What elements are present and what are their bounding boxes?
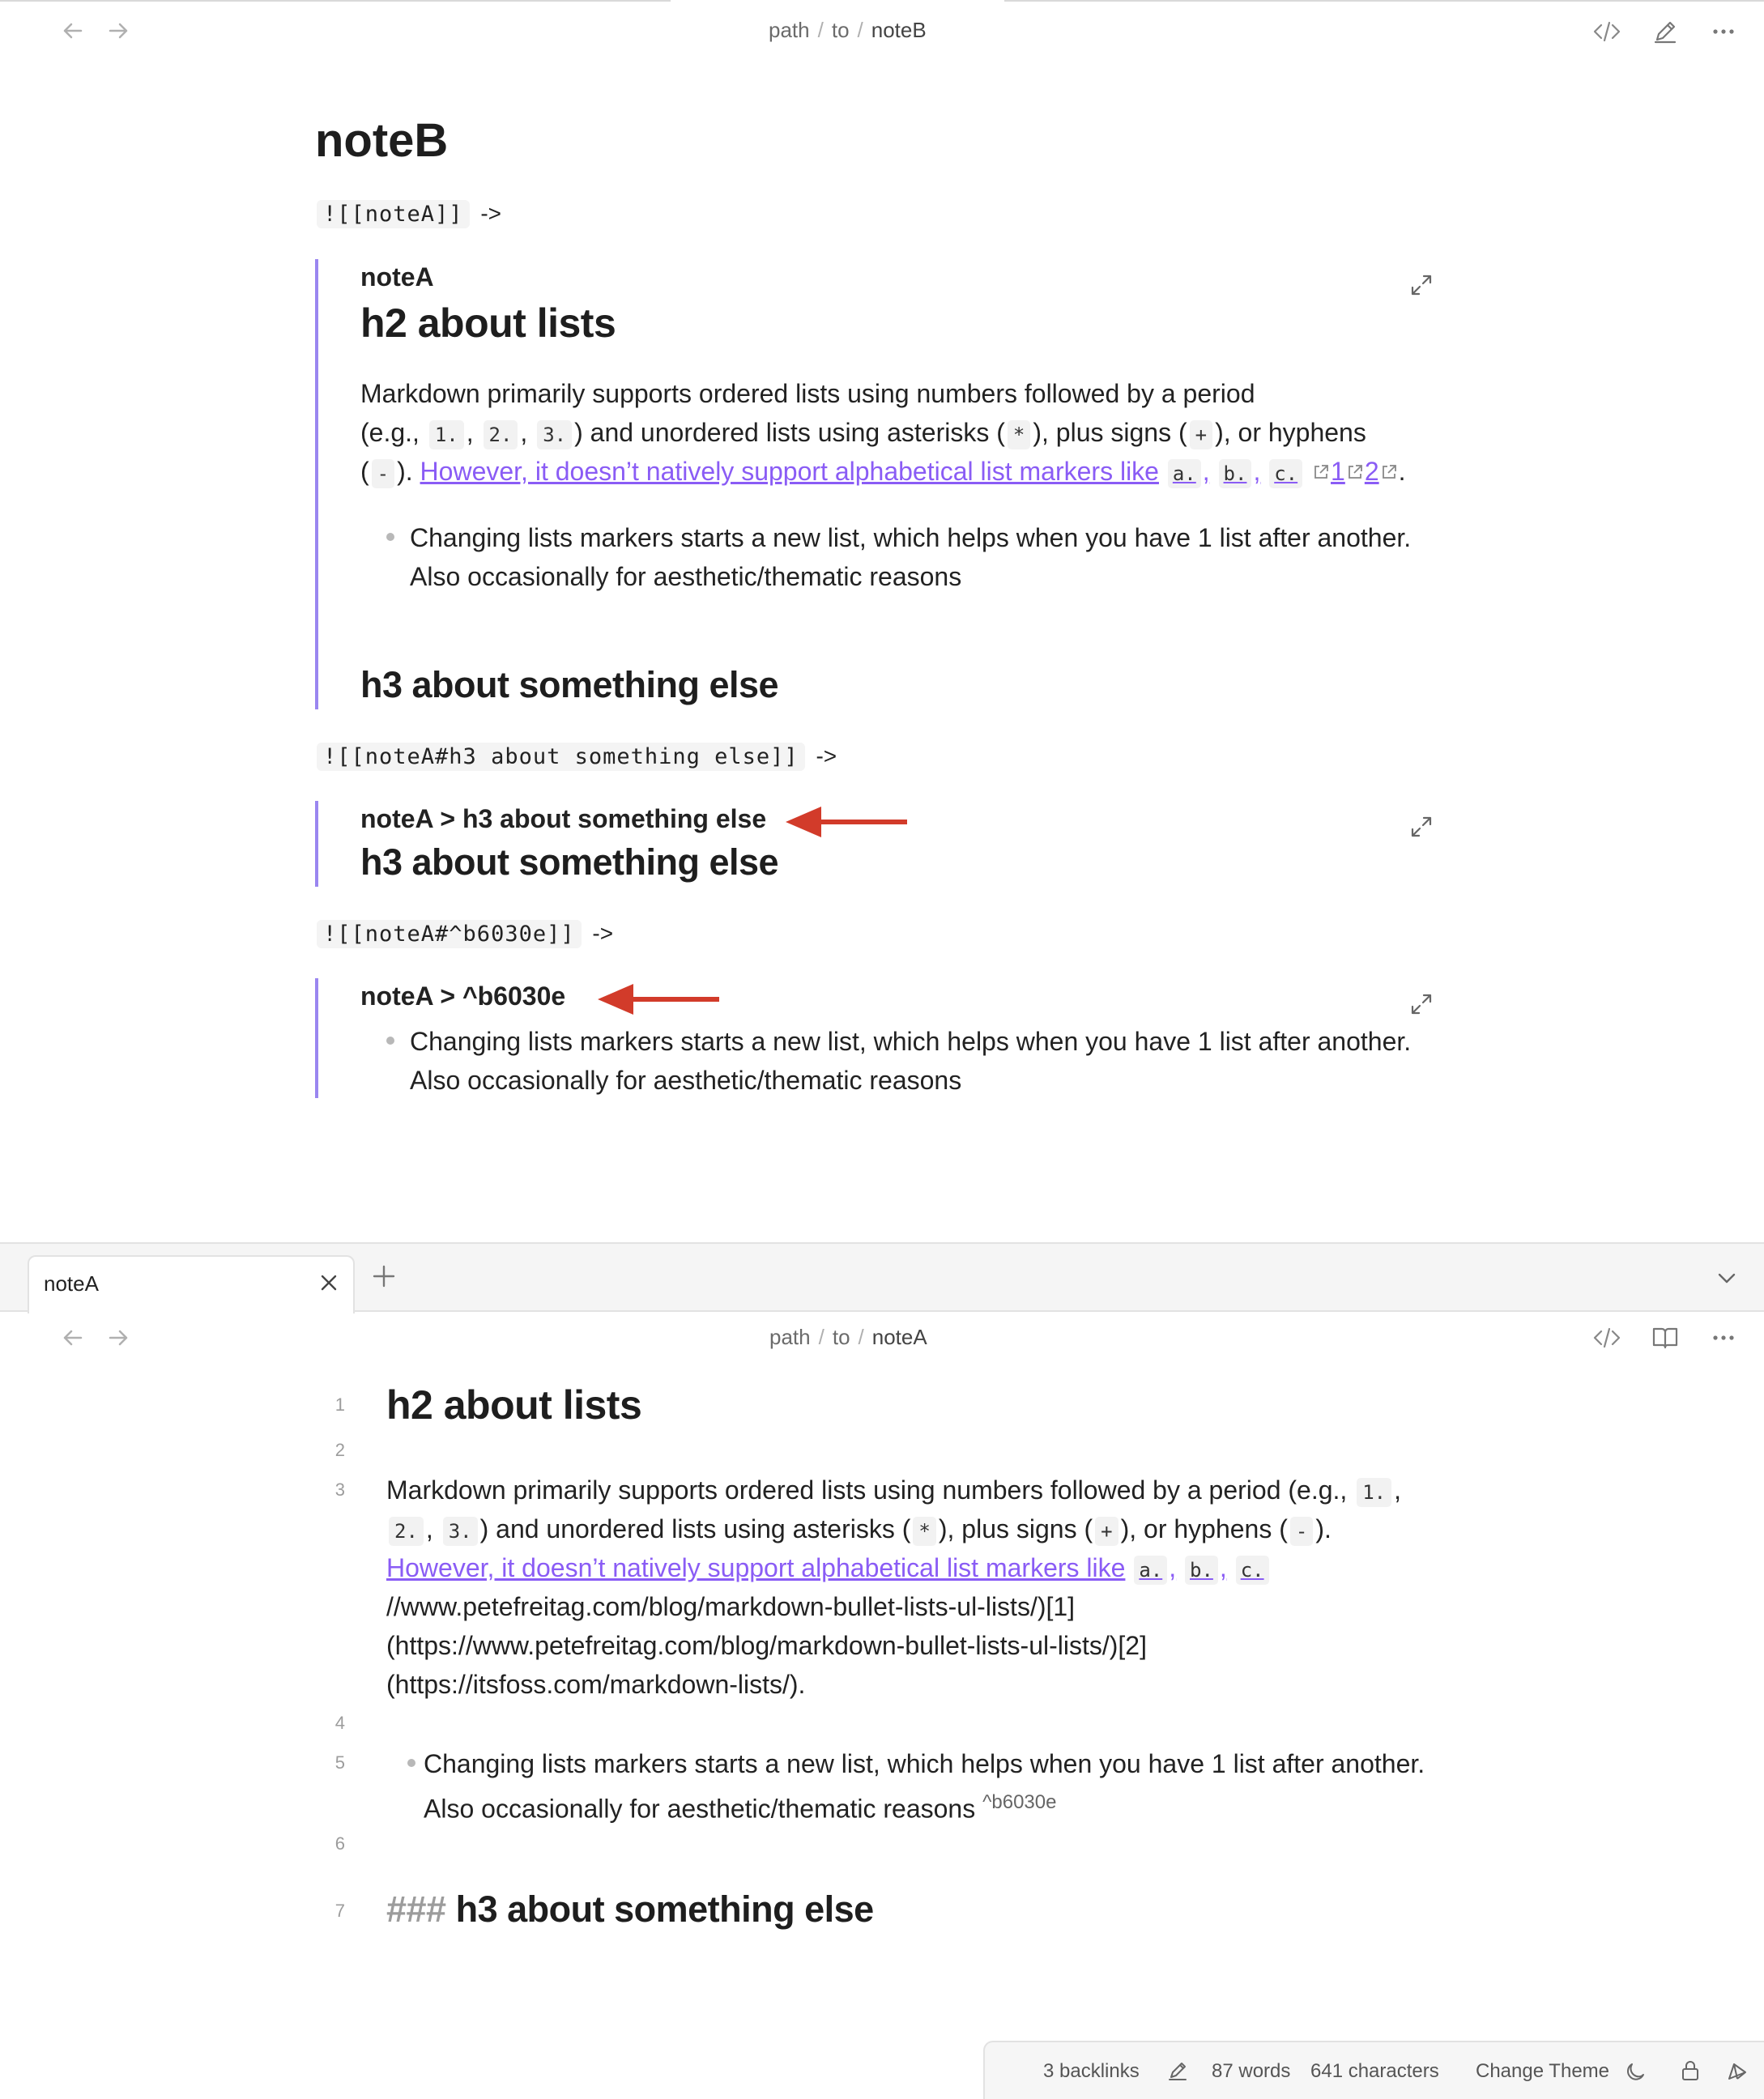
arrow-left-icon: [57, 15, 89, 47]
change-theme-button[interactable]: Change Theme: [1476, 2060, 1609, 2082]
block-id: ^b6030e: [982, 1791, 1057, 1813]
sync-icon: [1724, 2057, 1751, 2084]
source-mode-button[interactable]: [1589, 1320, 1625, 1356]
footnote-link[interactable]: 2: [1364, 457, 1379, 486]
edit-mode-status[interactable]: [1165, 2057, 1192, 2084]
embed-title[interactable]: noteA > h3 about something else: [360, 804, 767, 833]
open-link-button[interactable]: [1407, 990, 1436, 1019]
inline-code: 2.: [484, 420, 518, 449]
expand-icon: [1407, 270, 1436, 300]
inline-code: 3.: [537, 420, 572, 449]
tab-noteA[interactable]: [28, 1255, 355, 1313]
source-mode-button[interactable]: [1589, 14, 1625, 49]
inline-code: -: [1290, 1517, 1313, 1546]
breadcrumb-folder-to[interactable]: to: [831, 18, 850, 42]
tab-label: noteA: [44, 1271, 99, 1296]
editor-heading-h3[interactable]: ### h3 about something else: [386, 1888, 874, 1930]
external-link-icon: [1345, 462, 1365, 482]
new-tab-button[interactable]: [369, 1262, 398, 1291]
paragraph-line: Markdown primarily supports ordered lists using numbers followed by a period (e.g., 1. ,: [386, 1471, 1401, 1509]
inline-code: ![[noteA#h3 about something else]]: [317, 743, 805, 771]
expand-icon: [1407, 990, 1436, 1019]
more-horizontal-icon: [1706, 14, 1741, 49]
sync-status[interactable]: [1724, 2057, 1751, 2084]
inline-code: c.: [1269, 459, 1302, 488]
embed-title[interactable]: noteA > ^b6030e: [360, 981, 566, 1011]
expand-icon: [1407, 812, 1436, 841]
inline-code: *: [1008, 420, 1030, 449]
breadcrumb: [769, 18, 927, 43]
lock-button[interactable]: [1677, 2057, 1704, 2084]
plus-icon: [369, 1262, 398, 1291]
note-title: noteB: [315, 114, 449, 167]
list-bullet: [386, 1037, 394, 1045]
breadcrumb-current-note[interactable]: noteB: [871, 18, 927, 42]
close-tab-button[interactable]: [316, 1270, 342, 1296]
list-bullet: [386, 533, 394, 541]
editor-list-item[interactable]: Changing lists markers starts a new list, which helps when you have 1 list after another. Also occasionally for aesthetic/thematic reasons $^{\^{}b6030e}$: [424, 1749, 1425, 1824]
arrow-right-icon: [102, 1322, 134, 1354]
line-number: 4: [334, 1713, 345, 1733]
close-icon: [316, 1270, 342, 1296]
more-options-button[interactable]: [1706, 1320, 1741, 1356]
inline-code: b.: [1185, 1556, 1218, 1585]
external-link[interactable]: However, it doesn’t natively support alphabetical list markers like: [420, 457, 1159, 486]
embed-source-line: [317, 743, 837, 771]
inline-code: 1.: [1357, 1478, 1391, 1507]
paragraph-line: //www.petefreitag.com/blog/markdown-bullet-lists-ul-lists/)[1]: [386, 1592, 1076, 1621]
edit-mode-button[interactable]: [1647, 14, 1683, 49]
breadcrumb-separator: /: [858, 1325, 864, 1349]
line-number: 2: [334, 1440, 345, 1460]
word-count: 87 words: [1212, 2060, 1291, 2082]
embed-source-line: [317, 920, 613, 948]
pencil-icon: [1647, 14, 1683, 49]
breadcrumb: [769, 1325, 927, 1350]
character-count: 641 characters: [1310, 2060, 1439, 2082]
inline-code: 2.: [389, 1517, 424, 1546]
tab-list-button[interactable]: [1714, 1265, 1740, 1291]
arrow-right-icon: [102, 15, 134, 47]
breadcrumb-folder-path[interactable]: path: [769, 18, 810, 42]
footnote-link[interactable]: 1: [1331, 457, 1345, 486]
more-options-button[interactable]: [1706, 14, 1741, 49]
embed-block-note: [315, 259, 1452, 709]
inline-code: +: [1190, 420, 1212, 449]
code-icon: [1589, 14, 1625, 49]
breadcrumb-separator: /: [817, 18, 824, 42]
arrow-left-icon: [57, 1322, 89, 1354]
tab-bar: [0, 1242, 1764, 1312]
paragraph-line: ( - ). However, it doesn’t natively support alphabetical list markers like a. , b. , c. 1 2 .: [360, 452, 1406, 491]
paragraph-line: 2. , 3. ) and unordered lists using asterisks ( * ), plus signs ( + ), or hyphens ( - ).: [386, 1509, 1401, 1548]
embed-title[interactable]: noteA: [360, 262, 434, 292]
active-pane-indicator: [671, 0, 1004, 2]
annotation-arrow: [598, 981, 727, 1018]
book-open-icon: [1647, 1320, 1683, 1356]
heading-markup: ###: [386, 1888, 446, 1930]
editor-paragraph[interactable]: [386, 1471, 1401, 1704]
line-number: 1: [334, 1394, 345, 1415]
embed-heading-h3: h3 about something else: [360, 664, 779, 705]
list-bullet: [407, 1759, 415, 1767]
pencil-icon: [1165, 2057, 1192, 2084]
inline-code: 1.: [429, 420, 464, 449]
arrow-text: ->: [592, 921, 614, 946]
code-icon: [1589, 1320, 1625, 1356]
external-link[interactable]: However, it doesn’t natively support alphabetical list markers like: [386, 1553, 1126, 1582]
list-item: Changing lists markers starts a new list, which helps when you have 1 list after another. Also occasionally for aesthetic/thematic reasons: [410, 1027, 1412, 1095]
open-link-button[interactable]: [1407, 812, 1436, 841]
annotation-arrow: [786, 803, 915, 841]
embed-block-blockref: [315, 978, 1452, 1098]
inline-code: ![[noteA]]: [317, 200, 470, 228]
embed-source-line: [317, 200, 501, 228]
back-button[interactable]: [57, 15, 89, 47]
paragraph-line: However, it doesn’t natively support alphabetical list markers like a. , b. , c.: [386, 1548, 1401, 1587]
lock-icon: [1677, 2057, 1704, 2084]
theme-toggle[interactable]: [1623, 2057, 1651, 2084]
forward-button[interactable]: [102, 15, 134, 47]
inline-code: *: [913, 1517, 935, 1546]
breadcrumb-current-note[interactable]: noteA: [871, 1325, 927, 1349]
breadcrumb-separator: /: [818, 1325, 824, 1349]
backlinks-count[interactable]: 3 backlinks: [1043, 2060, 1140, 2082]
inline-code: +: [1095, 1517, 1118, 1546]
paragraph-line: (https://itsfoss.com/markdown-lists/).: [386, 1670, 806, 1699]
inline-code: 3.: [443, 1517, 478, 1546]
inline-code: ![[noteA#^b6030e]]: [317, 920, 582, 948]
inline-code: a.: [1168, 459, 1201, 488]
inline-code: b.: [1219, 459, 1252, 488]
back-button[interactable]: [57, 1322, 89, 1354]
external-link-icon: [1379, 462, 1399, 482]
inline-code: a.: [1134, 1556, 1167, 1585]
embed-heading-h3: h3 about something else: [360, 841, 779, 883]
chevron-down-icon: [1714, 1265, 1740, 1291]
editor-heading-h2[interactable]: h2 about lists: [386, 1382, 642, 1428]
reading-view-button[interactable]: [1647, 1320, 1683, 1356]
external-link-icon: [1311, 462, 1331, 482]
breadcrumb-separator: /: [857, 18, 863, 42]
breadcrumb-folder-path[interactable]: path: [769, 1325, 811, 1349]
list-item: Changing lists markers starts a new list, which helps when you have 1 list after another. Also occasionally for aesthetic/thematic reasons: [410, 523, 1412, 591]
line-number: 3: [334, 1480, 345, 1500]
line-number: 7: [334, 1901, 345, 1921]
breadcrumb-folder-to[interactable]: to: [832, 1325, 850, 1349]
paragraph-line: Markdown primarily supports ordered lists using numbers followed by a period: [360, 379, 1255, 408]
arrow-text: ->: [816, 743, 837, 768]
embed-paragraph: [360, 374, 1406, 491]
paragraph-line: (e.g., 1. , 2. , 3. ) and unordered lists using asterisks ( * ), plus signs ( + ), or hyphens: [360, 413, 1406, 452]
inline-code: c.: [1236, 1556, 1269, 1585]
inline-code: -: [372, 459, 394, 488]
paragraph-line: (https://www.petefreitag.com/blog/markdown-bullet-lists-ul-lists/)[2]: [386, 1631, 1147, 1660]
more-horizontal-icon: [1706, 1320, 1741, 1356]
open-link-button[interactable]: [1407, 270, 1436, 300]
moon-icon: [1623, 2057, 1651, 2084]
arrow-text: ->: [480, 201, 502, 226]
line-number: 5: [334, 1752, 345, 1773]
embed-heading-h2: h2 about lists: [360, 300, 616, 346]
forward-button[interactable]: [102, 1322, 134, 1354]
status-bar: [983, 2041, 1764, 2099]
line-number: 6: [334, 1833, 345, 1854]
